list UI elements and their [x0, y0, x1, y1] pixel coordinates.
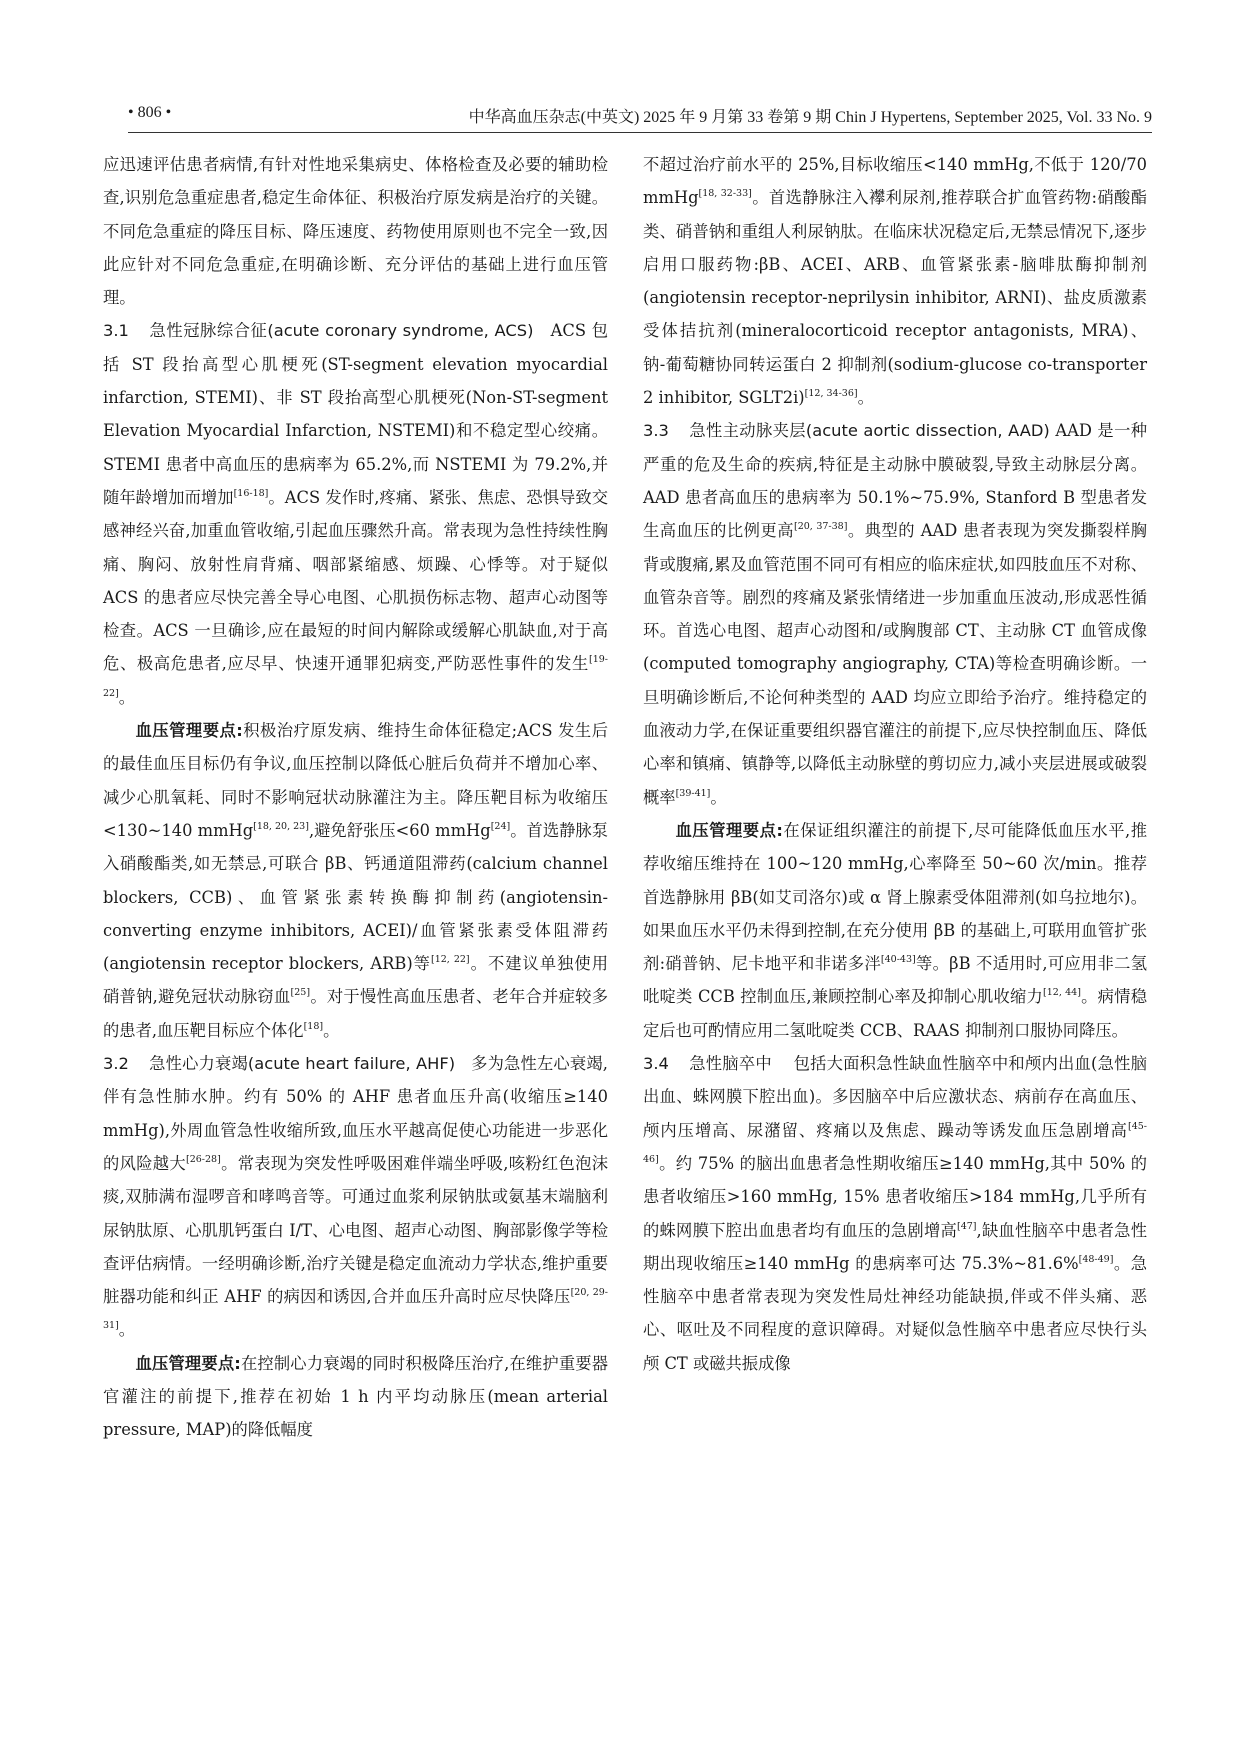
section-heading: 3.4 急性脑卒中 [643, 1054, 772, 1074]
citation: [12, 22] [430, 954, 470, 966]
journal-citation: 中华高血压杂志(中英文) 2025 年 9 月第 33 卷第 9 期 Chin J Hypertens, September 2025, Vol. 33 No. 9 [468, 109, 1152, 126]
section-3-2: 3.2 急性心力衰竭(acute heart failure, AHF) 多为急性左心衰竭,伴有急性肺水肿。约有 50% 的 AHF 患者血压升高(收缩压≥140 mmHg),外周血管急性收缩所致,血压水平越高促使心功能进一步恶化的风险越大[26-28]。常表现为突发性呼吸困难伴端坐呼吸,咳粉红色泡沫痰,双肺满布湿啰音和哮鸣音等。可通过血浆利尿钠肽或氨基末端脑利尿钠肽原、心肌肌钙蛋白 I/T、心电图、超声心动图、胸部影像学等检查评估病情。一经明确诊断,治疗关键是稳定血流动力学状态,维护重要脏器功能和纠正 AHF 的病因和诱因,合并血压升高时应尽快降压[20, 29-31]。 [103, 1054, 608, 1340]
key-points-3-3: 血压管理要点:在保证组织灌注的前提下,尽可能降低血压水平,推荐收缩压维持在 100~120 mmHg,心率降至 50~60 次/min。推荐首选静脉用 βB(如艾司洛尔)或 α 肾上腺素受体阻滞剂(如乌拉地尔)。如果血压水平仍未得到控制,在充分使用 βB 的基础上,可联用血管扩张剂:硝普钠、尼卡地平和非诺多泮[40-43]等。βB 不适用时,可应用非二氢吡啶类 CCB 控制血压,兼顾控制心率及抑制心肌收缩力[12, 44]。病情稳定后也可酌情应用二氢吡啶类 CCB、RAAS 抑制剂口服协同降压。 [643, 820, 1147, 1040]
continued-paragraph: 不超过治疗前水平的 25%,目标收缩压<140 mmHg,不低于 120/70 mmHg[18, 32-33]。首选静脉注入襻利尿剂,推荐联合扩血管药物:硝酸酯类、硝普钠和重组人利尿钠肽。在临床状况稳定后,无禁忌情况下,逐步启用口服药物:βB、ACEI、ARB、血管紧张素-脑啡肽酶抑制剂(angiotensin receptor-neprilysin inhibitor, ARNI)、盐皮质激素受体拮抗剂(mineralocorticoid receptor antagonists, MRA)、钠-葡萄糖协同转运蛋白 2 抑制剂(sodium-glucose co-transporter 2 inhibitor, SGLT2i)[12, 34-36]。 [643, 155, 1147, 408]
citation: [48-49] [1078, 1253, 1114, 1265]
section-3-3: 3.3 急性主动脉夹层(acute aortic dissection, AAD) AAD 是一种严重的危及生命的疾病,特征是主动脉中膜破裂,导致主动脉层分离。AAD 患者高血压的患病率为 50.1%~75.9%, Stanford B 型患者发生高血压的比例更高[20, 37-38]。典型的 AAD 患者表现为突发撕裂样胸背或腹痛,累及血管范围不同可有相应的临床症状,如四肢血压不对称、血管杂音等。剧烈的疼痛及紧张情绪进一步加重血压波动,形成恶性循环。首选心电图、超声心动图和/或胸腹部 CT、主动脉 CT 血管成像(computed tomography angiography, CTA)等检查明确诊断。一旦明确诊断后,不论何种类型的 AAD 均应立即给予治疗。维持稳定的血液动力学,在保证重要组织器官灌注的前提下,应尽快控制血压、降低心率和镇痛、镇静等,以降低主动脉壁的剪切应力,减小夹层进展或破裂概率[39-41]。 [643, 421, 1147, 807]
citation: [12, 34-36] [804, 388, 858, 400]
section-heading: 3.2 急性心力衰竭(acute heart failure, AHF) [103, 1054, 456, 1074]
citation: [12, 44] [1043, 987, 1081, 999]
key-points-label: 血压管理要点: [675, 820, 783, 840]
header-rule [128, 132, 1152, 133]
key-points-3-1: 血压管理要点:积极治疗原发病、维持生命体征稳定;ACS 发生后的最佳血压目标仍有争议,血压控制以降低心脏后负荷并不增加心率、减少心肌氧耗、同时不影响冠状动脉灌注为主。降压靶目标为收缩压<130~140 mmHg[18, 20, 23],避免舒张压<60 mmHg[24]。首选静脉泵入硝酸酯类,如无禁忌,可联合 βB、钙通道阻滞药(calcium channel blockers, CCB)、血管紧张素转换酶抑制药(angiotensin-converting enzyme inhibitors, ACEI)/血管紧张素受体阻滞药(angiotensin receptor blockers, ARB)等[12, 22]。不建议单独使用硝普钠,避免冠状动脉窃血[25]。对于慢性高血压患者、老年合并症较多的患者,血压靶目标应个体化[18]。 [103, 721, 608, 1040]
section-3-4: 3.4 急性脑卒中 包括大面积急性缺血性脑卒中和颅内出血(急性脑出血、蛛网膜下腔出血)。多因脑卒中后应激状态、病前存在高血压、颅内压增高、尿潴留、疼痛以及焦虑、躁动等诱发血压急剧增高[45-46]。约 75% 的脑出血患者急性期收缩压≥140 mmHg,其中 50% 的患者收缩压>160 mmHg, 15% 患者收缩压>184 mmHg,几乎所有的蛛网膜下腔出血患者均有血压的急剧增高[47],缺血性脑卒中患者急性期出现收缩压≥140 mmHg 的患病率可达 75.3%~81.6%[48-49]。急性脑卒中患者常表现为突发性局灶神经功能缺损,伴或不伴头痛、恶心、呕吐及不同程度的意识障碍。对疑似急性脑卒中患者应尽快行头颅 CT 或磁共振成像 [643, 1054, 1147, 1373]
section-heading: 3.3 急性主动脉夹层(acute aortic dissection, AAD) [643, 421, 1050, 441]
citation: [19-22] [103, 654, 608, 699]
citation: [16-18] [233, 487, 269, 499]
citation: [18, 32-33] [698, 188, 752, 200]
page-header [128, 88, 1152, 134]
key-points-3-2: 血压管理要点:在控制心力衰竭的同时积极降压治疗,在维护重要器官灌注的前提下,推荐在初始 1 h 内平均动脉压(mean arterial pressure, MAP)的降低幅度 [103, 1353, 608, 1440]
citation: [45-46] [643, 1120, 1147, 1165]
intro-paragraph: 应迅速评估患者病情,有针对性地采集病史、体格检查及必要的辅助检查,识别危急重症患者,稳定生命体征、积极治疗原发病是治疗的关键。不同危急重症的降压目标、降压速度、药物使用原则也不完全一致,因此应针对不同危急重症,在明确诊断、充分评估的基础上进行血压管理。 [103, 155, 608, 308]
citation: [26-28] [185, 1153, 221, 1165]
section-heading: 3.1 急性冠脉综合征(acute coronary syndrome, ACS) [103, 321, 534, 341]
citation: [40-43] [880, 954, 916, 966]
citation: [24] [490, 820, 511, 832]
citation: [18, 20, 23] [253, 820, 309, 832]
citation: [18] [303, 1020, 324, 1032]
citation: [20, 29-31] [103, 1287, 608, 1332]
citation: [25] [290, 987, 311, 999]
left-column [103, 148, 608, 1447]
key-points-label: 血压管理要点: [135, 1353, 241, 1373]
right-column [643, 148, 1147, 1380]
section-3-1: 3.1 急性冠脉综合征(acute coronary syndrome, ACS) ACS 包括 ST 段抬高型心肌梗死(ST-segment elevation myocardial infarction, STEMI)、非 ST 段抬高型心肌梗死(Non-ST-segment Elevation Myocardial Infarction, NSTEMI)和不稳定型心绞痛。STEMI 患者中高血压的患病率为 65.2%,而 NSTEMI 为 79.2%,并随年龄增加而增加[16-18]。ACS 发作时,疼痛、紧张、焦虑、恐惧导致交感神经兴奋,加重血管收缩,引起血压骤然升高。常表现为急性持续性胸痛、胸闷、放射性肩背痛、咽部紧缩感、烦躁、心悸等。对于疑似 ACS 的患者应尽快完善全导心电图、心肌损伤标志物、超声心动图等检查。ACS 一旦确诊,应在最短的时间内解除或缓解心肌缺血,对于高危、极高危患者,应尽早、快速开通罪犯病变,严防恶性事件的发生[19-22]。 [103, 321, 609, 707]
citation: [20, 37-38] [794, 521, 848, 533]
key-points-label: 血压管理要点: [135, 721, 243, 741]
page-number: • 806 • [128, 104, 172, 121]
citation: [47] [957, 1220, 977, 1232]
citation: [39-41] [675, 787, 711, 799]
